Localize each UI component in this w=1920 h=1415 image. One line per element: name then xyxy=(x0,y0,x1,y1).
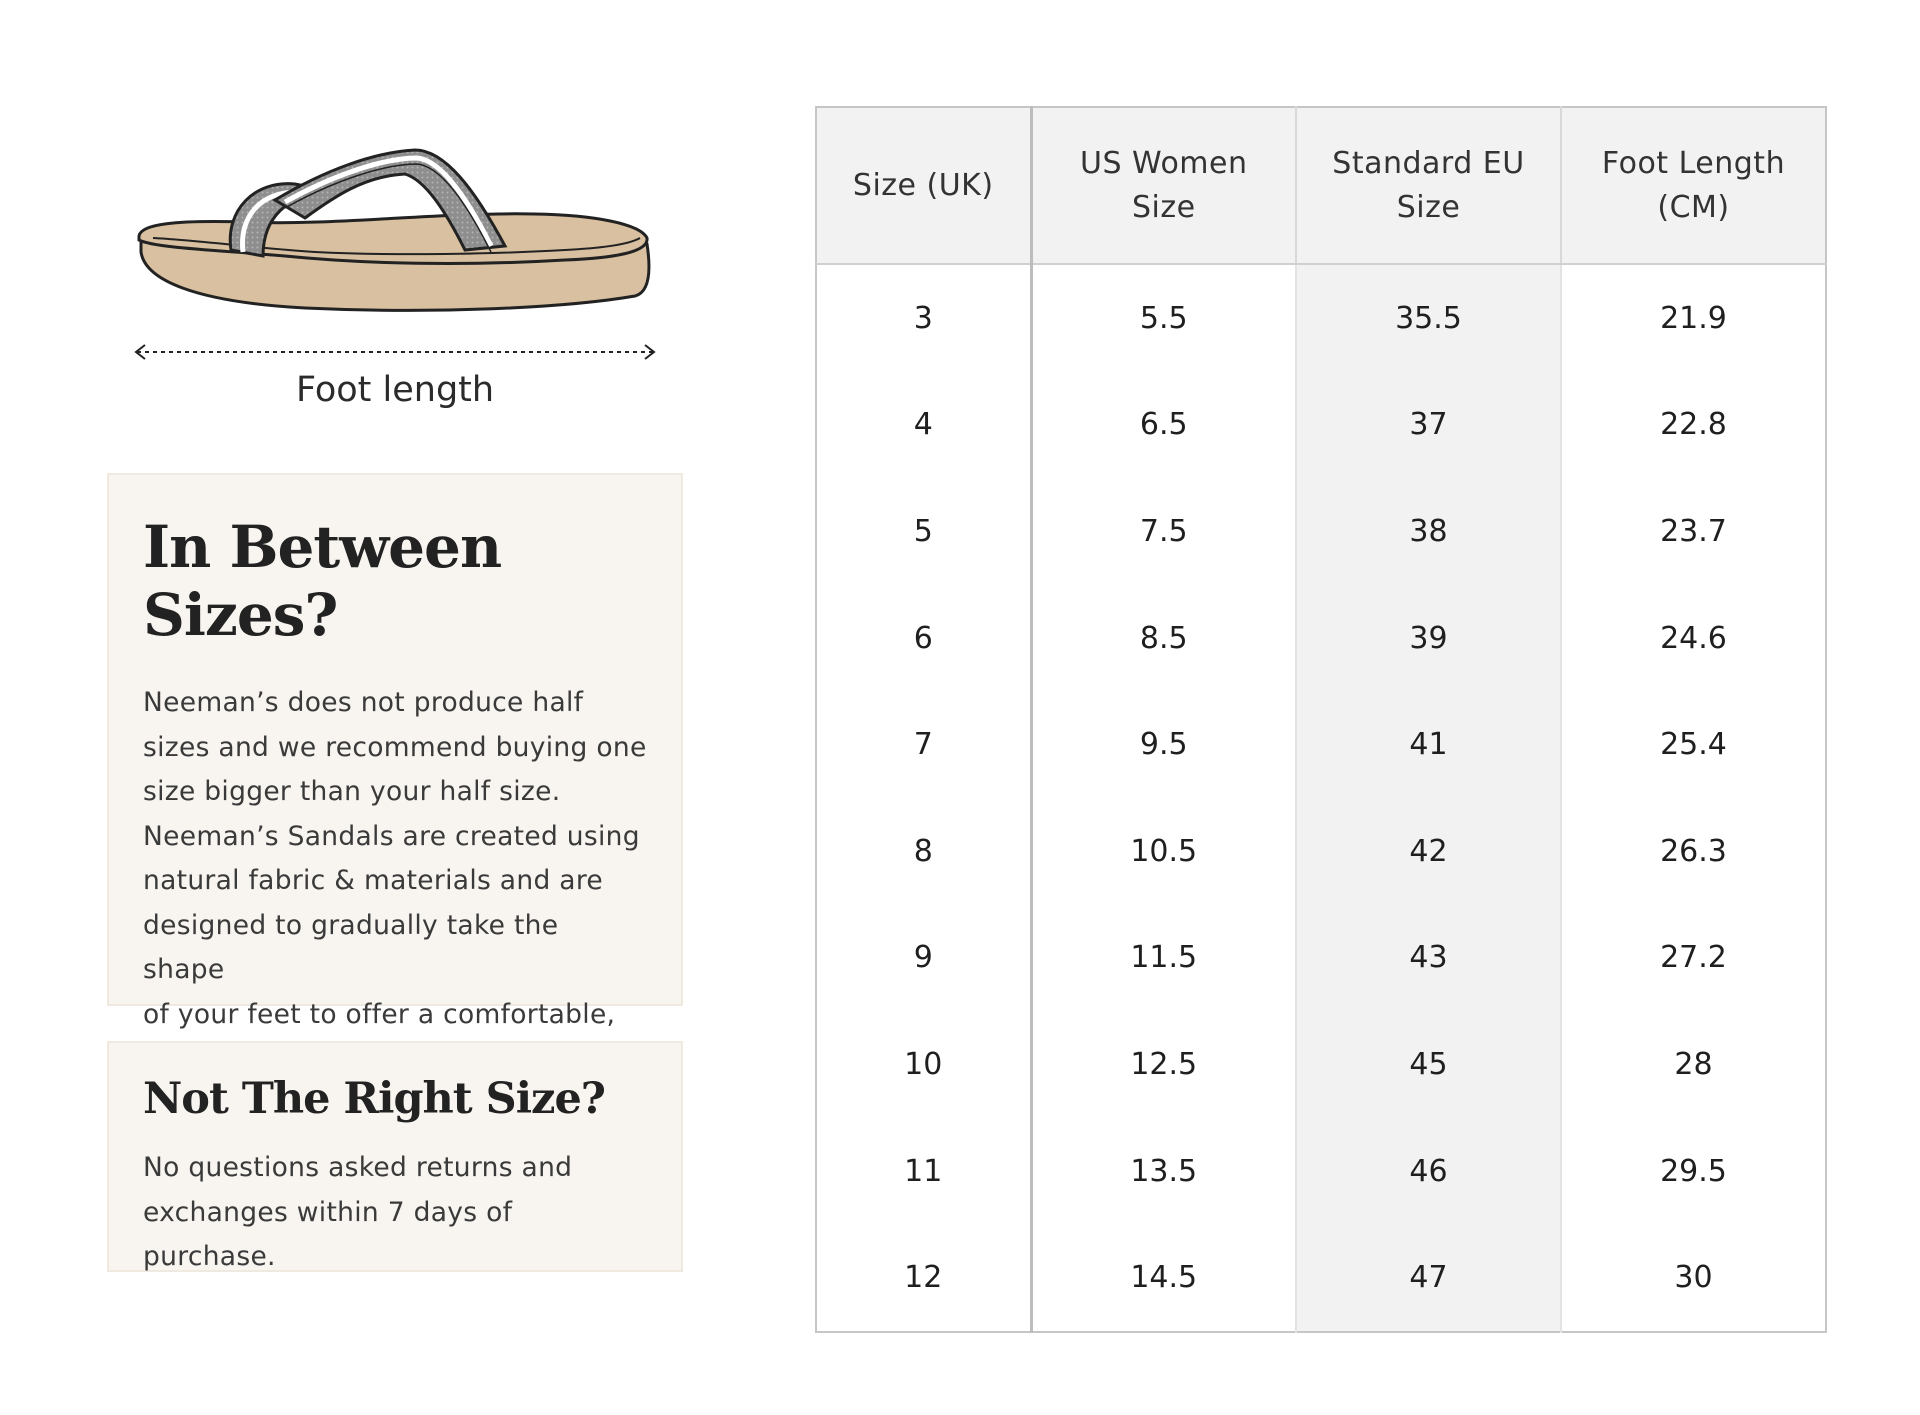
foot-length-cell: 23.7 xyxy=(1660,513,1727,549)
eu-size-cell: 47 xyxy=(1296,1224,1561,1332)
uk-size-cell: 10 xyxy=(816,1011,1031,1118)
uk-size-cell: 5 xyxy=(816,478,1031,585)
not-right-size-box xyxy=(107,1041,683,1272)
sandal-illustration xyxy=(135,140,655,330)
uk-size-cell: 9 xyxy=(816,905,1031,1012)
table-row xyxy=(816,372,1826,479)
uk-size-cell: 8 xyxy=(816,798,1031,905)
eu-size-cell: 35.5 xyxy=(1296,264,1561,372)
uk-size-cell: 11 xyxy=(816,1118,1031,1225)
foot-length-cell: 22.8 xyxy=(1660,407,1727,443)
table-row xyxy=(816,905,1826,1012)
us-women-size-cell: 6.5 xyxy=(1031,372,1296,479)
size-chart-table xyxy=(815,106,1827,1333)
us-women-size-cell: 13.5 xyxy=(1031,1118,1296,1225)
table-row xyxy=(816,798,1826,905)
us-women-size-cell: 5.5 xyxy=(1031,264,1296,372)
foot-length-cell: 28 xyxy=(1674,1046,1713,1082)
us-women-size-cell: 14.5 xyxy=(1031,1224,1296,1332)
us-women-size-header: US Women Size xyxy=(1031,107,1296,264)
foot-length-cell: 24.6 xyxy=(1660,620,1727,656)
foot-length-cell: 27.2 xyxy=(1660,940,1727,976)
in-between-sizes-text: Neeman’s does not produce half sizes and we recommend buying one size bigger than your half size. Neeman’s Sandals are created using natural fabric & materials and are designed to gradually take the shape of your feet to offer a comfortable, xyxy=(143,687,647,1030)
eu-size-cell: 39 xyxy=(1296,585,1561,692)
eu-size-header: Standard EU Size xyxy=(1296,107,1561,264)
us-women-size-cell: 11.5 xyxy=(1031,905,1296,1012)
eu-size-cell: 38 xyxy=(1296,478,1561,585)
uk-size-cell: 3 xyxy=(816,264,1031,372)
eu-size-cell: 37 xyxy=(1296,372,1561,479)
size-uk-header: Size (UK) xyxy=(816,107,1031,264)
table-header-row xyxy=(816,107,1826,264)
uk-size-cell: 4 xyxy=(816,372,1031,479)
foot-length-cell: 26.3 xyxy=(1660,833,1727,869)
in-between-sizes-box xyxy=(107,473,683,1030)
foot-length-cell: 30 xyxy=(1674,1260,1713,1296)
table-row xyxy=(816,1011,1826,1118)
table-row xyxy=(816,1118,1826,1225)
foot-length-header: Foot Length (CM) xyxy=(1561,107,1826,264)
eu-size-cell: 46 xyxy=(1296,1118,1561,1225)
foot-length-arrow-icon xyxy=(133,340,657,364)
eu-size-cell: 42 xyxy=(1296,798,1561,905)
eu-size-cell: 41 xyxy=(1296,691,1561,798)
in-between-sizes-title: In Between Sizes? xyxy=(143,513,502,649)
foot-length-cell: 29.5 xyxy=(1660,1153,1727,1189)
sandal-icon xyxy=(135,140,655,330)
eu-size-cell: 43 xyxy=(1296,905,1561,1012)
table-row xyxy=(816,478,1826,585)
uk-size-cell: 12 xyxy=(816,1224,1031,1332)
uk-size-cell: 6 xyxy=(816,585,1031,692)
us-women-size-cell: 10.5 xyxy=(1031,798,1296,905)
not-right-size-title: Not The Right Size? xyxy=(143,1074,605,1124)
foot-length-label: Foot length xyxy=(295,370,495,410)
us-women-size-cell: 7.5 xyxy=(1031,478,1296,585)
us-women-size-cell: 8.5 xyxy=(1031,585,1296,692)
us-women-size-cell: 9.5 xyxy=(1031,691,1296,798)
foot-length-cell: 21.9 xyxy=(1660,300,1727,336)
table-row xyxy=(816,1224,1826,1332)
foot-length-cell: 25.4 xyxy=(1660,727,1727,763)
table-body xyxy=(816,264,1826,1332)
uk-size-cell: 7 xyxy=(816,691,1031,798)
us-women-size-cell: 12.5 xyxy=(1031,1011,1296,1118)
table-row xyxy=(816,585,1826,692)
table-row xyxy=(816,691,1826,798)
table-row xyxy=(816,264,1826,372)
eu-size-cell: 45 xyxy=(1296,1011,1561,1118)
not-right-size-text: No questions asked returns and exchanges within 7 days of purchase. xyxy=(143,1152,573,1272)
